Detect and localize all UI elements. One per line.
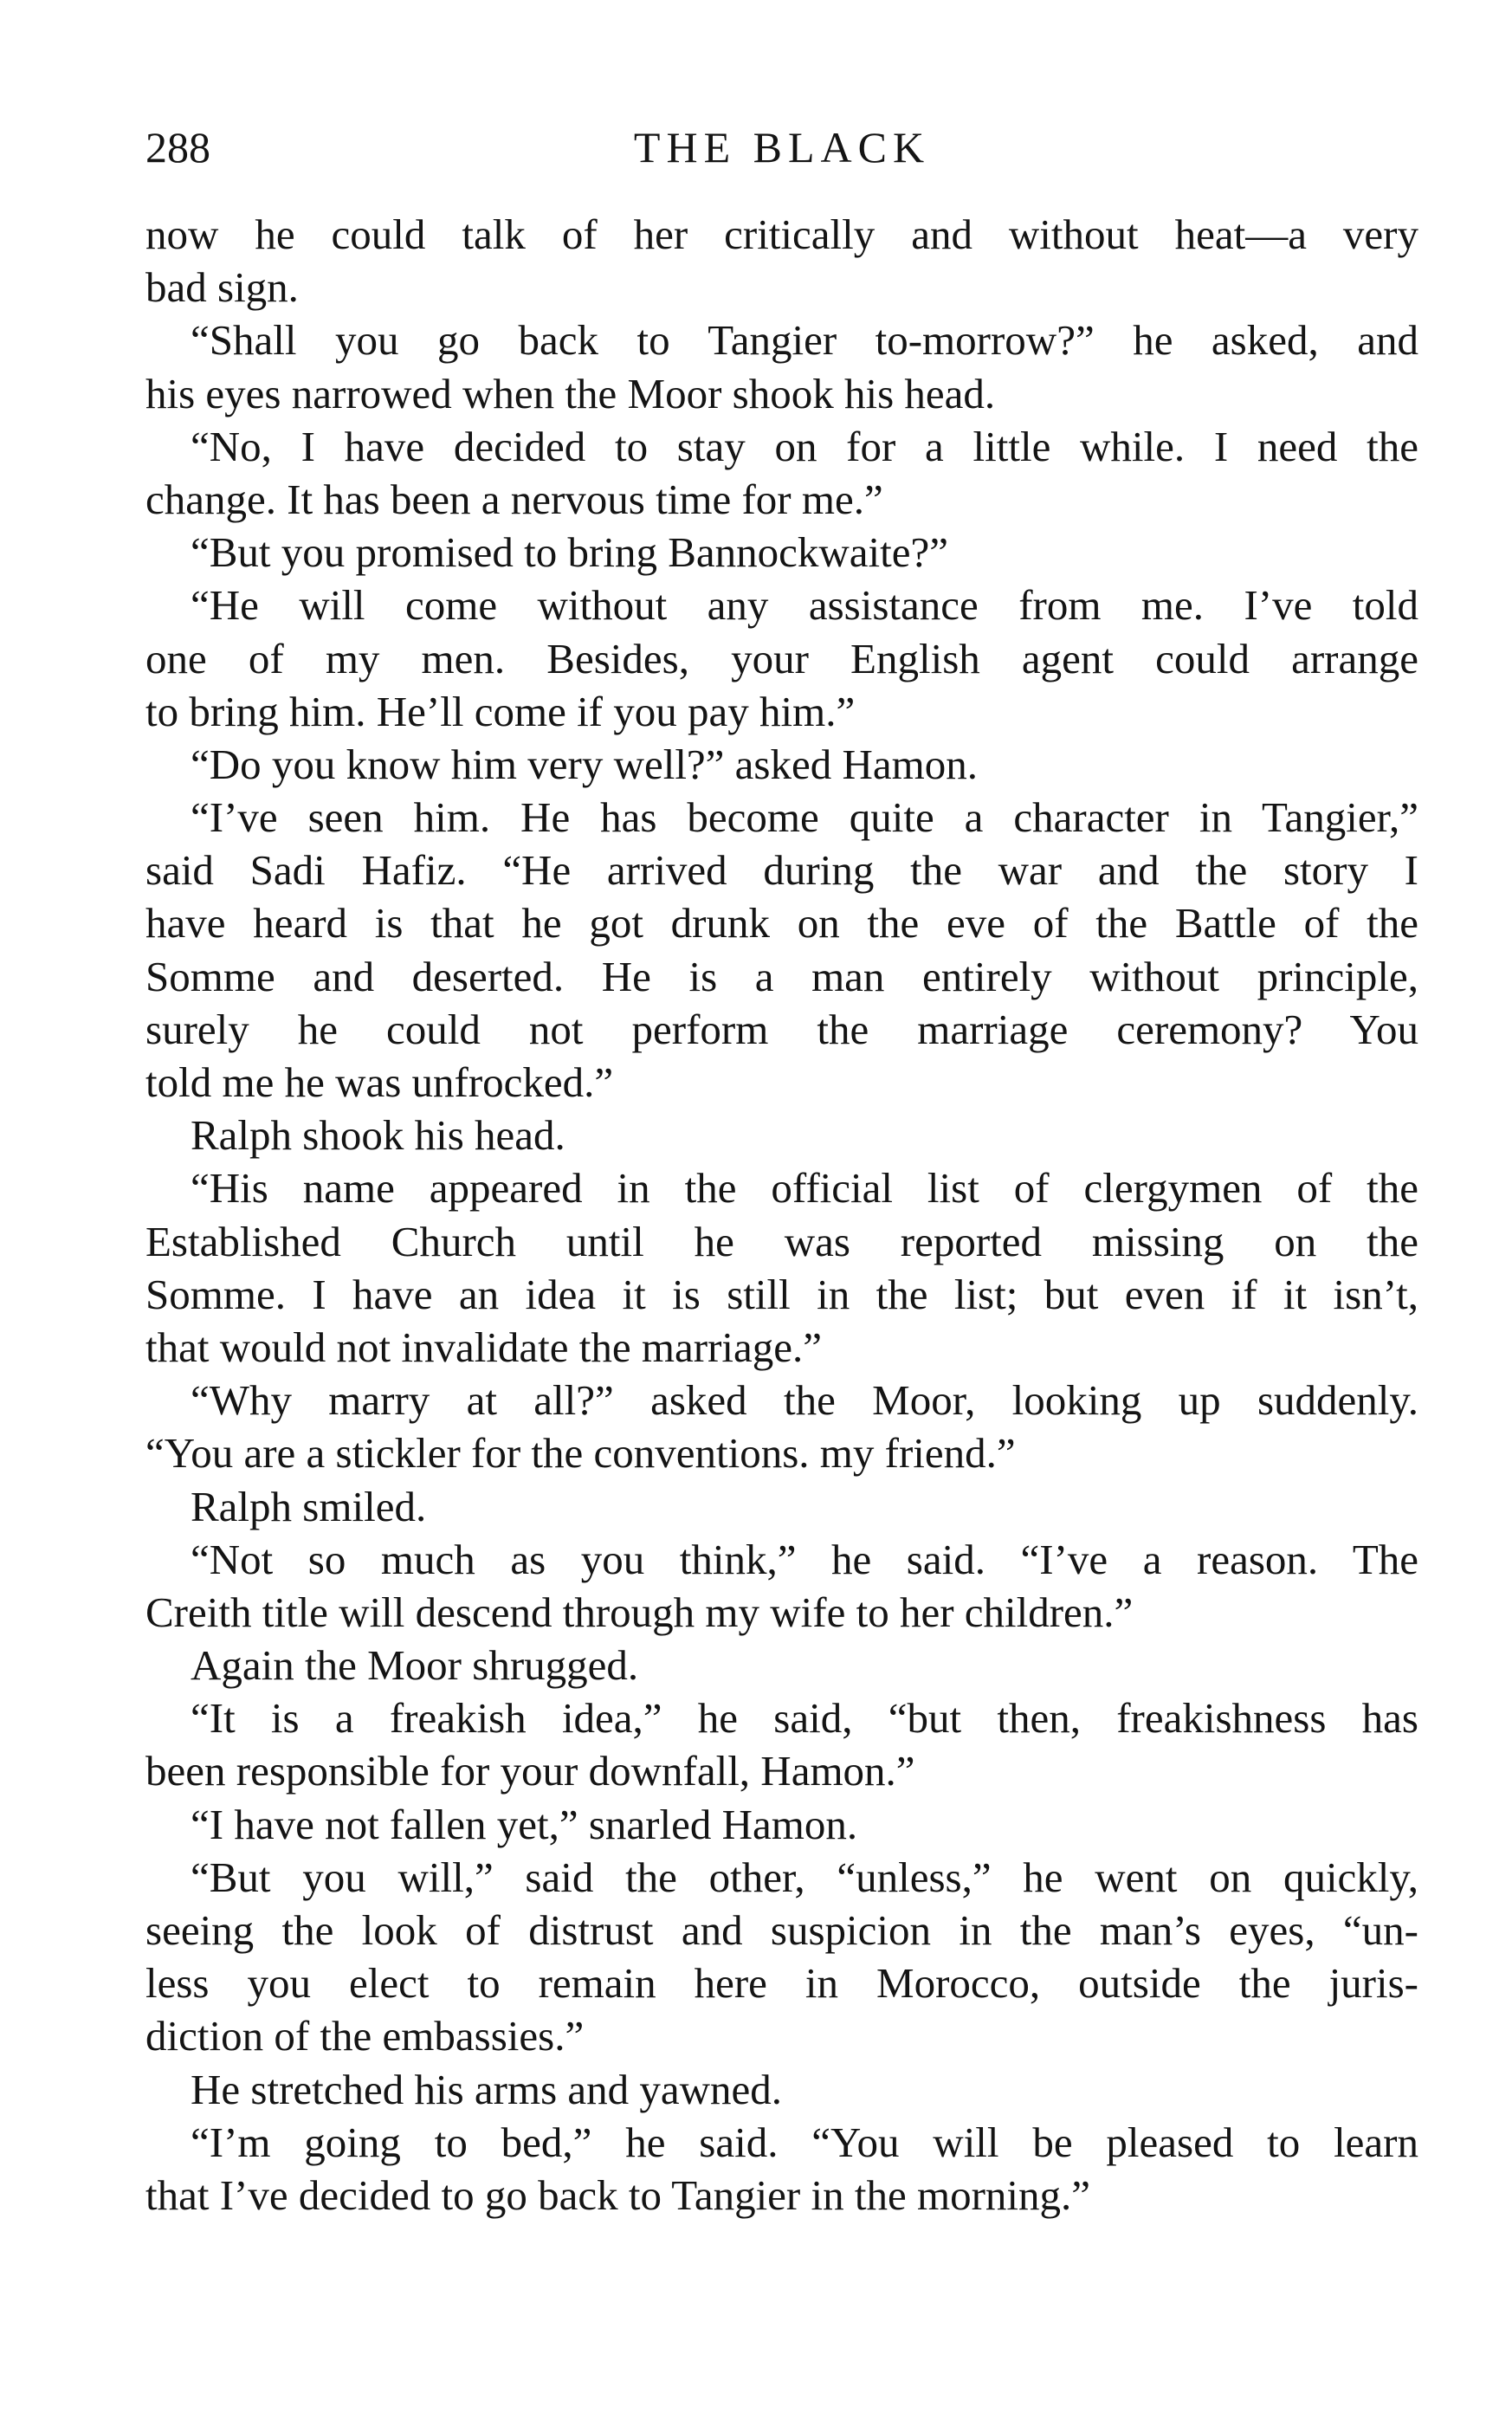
text-line: Again the Moor shrugged. — [191, 1641, 639, 1690]
text-line: been responsible for your downfall, Hamon.” — [145, 1747, 915, 1795]
text-line: to bring him. He’ll come if you pay him.” — [145, 687, 856, 735]
text-line: Established Church until he was reported missing on the — [145, 1217, 1418, 1265]
text-line: that I’ve decided to go back to Tangier in the morning.” — [145, 2170, 1091, 2219]
text-line: told me he was unfrocked.” — [145, 1058, 614, 1106]
text-line: bad sign. — [145, 263, 299, 312]
page-number: 288 — [145, 123, 210, 171]
text-line: diction of the embassies.” — [145, 2012, 585, 2060]
text-line: less you elect to remain here in Morocco, outside the juris- — [145, 1959, 1418, 2008]
running-head: THE BLACK — [633, 123, 931, 171]
text-line: Somme and deserted. He is a man entirely without principle, — [145, 952, 1418, 1000]
text-line: Ralph shook his head. — [191, 1111, 565, 1160]
text-line: change. It has been a nervous time for me.” — [145, 475, 883, 523]
text-line: now he could talk of her critically and without heat—a very — [145, 210, 1418, 258]
text-line: have heard is that he got drunk on the eve of the Battle of the — [145, 899, 1418, 948]
text-line: He stretched his arms and yawned. — [191, 2065, 783, 2113]
text-line: “Shall you go back to Tangier to-morrow?” he asked, and — [191, 316, 1418, 365]
text-line: “His name appeared in the official list of clergymen of the — [191, 1164, 1418, 1213]
text-line: “Do you know him very well?” asked Hamon. — [191, 740, 978, 788]
text-line: “But you promised to bring Bannockwaite?” — [191, 528, 948, 577]
text-line: “I’m going to bed,” he said. “You will be pleased to learn — [191, 2118, 1418, 2166]
text-line: surely he could not perform the marriage ceremony? You — [145, 1005, 1418, 1053]
text-line: “But you will,” said the other, “unless,” he went on quickly, — [191, 1853, 1418, 1901]
text-line: his eyes narrowed when the Moor shook his head. — [145, 369, 996, 417]
text-line: one of my men. Besides, your English agent could arrange — [145, 634, 1418, 682]
text-line: “I’ve seen him. He has become quite a character in Tangier,” — [191, 793, 1418, 842]
text-line: that would not invalidate the marriage.” — [145, 1323, 823, 1371]
text-line: “No, I have decided to stay on for a little while. I need the — [191, 422, 1418, 470]
text-line: Creith title will descend through my wife to her children.” — [145, 1588, 1134, 1636]
page-header — [145, 120, 1418, 175]
text-line: “It is a freakish idea,” he said, “but then, freakishness has — [191, 1694, 1418, 1743]
text-line: said Sadi Hafiz. “He arrived during the war and the story I — [145, 846, 1418, 895]
text-line: Ralph smiled. — [191, 1482, 427, 1530]
text-line: “He will come without any assistance from me. I’ve told — [191, 581, 1418, 630]
text-line: seeing the look of distrust and suspicion in the man’s eyes, “un- — [145, 1906, 1418, 1954]
text-line: “I have not fallen yet,” snarled Hamon. — [191, 1800, 858, 1848]
text-line: “Not so much as you think,” he said. “I’ve a reason. The — [191, 1535, 1418, 1583]
text-line: “Why marry at all?” asked the Moor, looking up suddenly. — [191, 1376, 1418, 1425]
body-text — [145, 208, 1418, 2222]
text-line: Somme. I have an idea it is still in the list; but even if it isn’t, — [145, 1270, 1418, 1318]
text-line: “You are a stickler for the conventions. my friend.” — [145, 1429, 1016, 1478]
